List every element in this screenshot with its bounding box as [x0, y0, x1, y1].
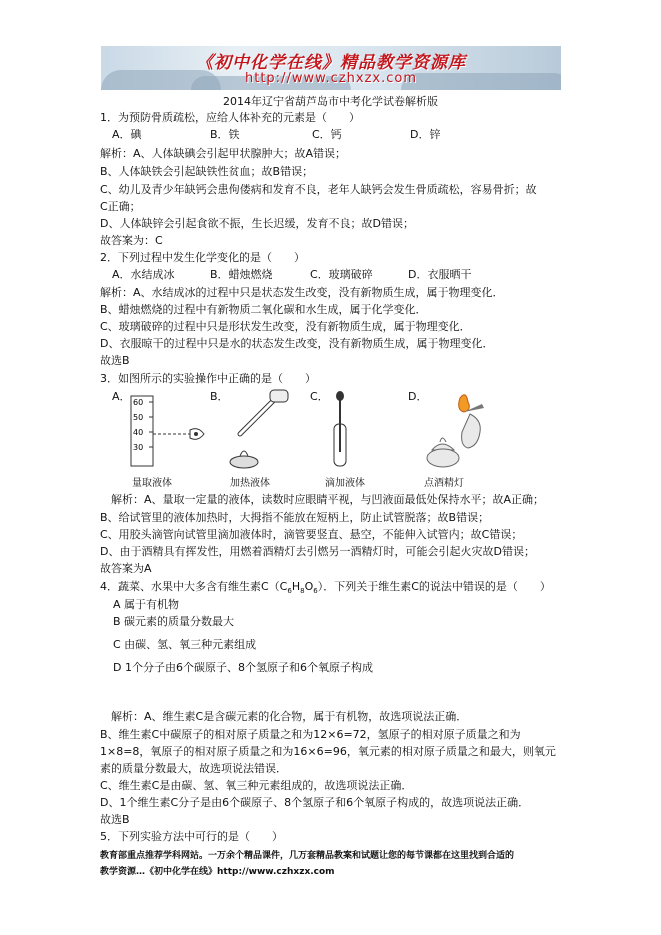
q1-option-c: C．钙	[312, 128, 342, 141]
q3-option-d: D．	[408, 390, 428, 403]
q3-answer: 故答案为A	[100, 562, 152, 575]
q2-option-c: C．玻璃破碎	[310, 268, 373, 281]
caption-c: 滴加液体	[325, 478, 365, 489]
q3-analysis-line: B、给试管里的液体加热时，大拇指不能放在短柄上，防止试管脱落；故B错误；	[100, 511, 490, 524]
q2-analysis-line: B、蜡烛燃烧的过程中有新物质二氧化碳和水生成，属于化学变化．	[100, 303, 427, 316]
q2-stem: 2．下列过程中发生化学变化的是（ ）	[100, 251, 305, 264]
q4-analysis-line: 1×8=8，氧原子的相对原子质量之和为16×6=96，氧元素的相对原子质量之和最大，则氧元	[100, 745, 556, 758]
q1-analysis-line: D、人体缺锌会引起食欲不振，生长迟缓，发育不良；故D错误；	[100, 217, 414, 230]
footer-line: 教学资源…《初中化学在线》http://www.czhxzx.com	[100, 867, 335, 877]
caption-d: 点酒精灯	[424, 478, 464, 489]
heating-liquid-figure	[222, 388, 294, 470]
graduated-cylinder-figure	[128, 392, 208, 468]
q3-stem: 3．如图所示的实验操作中正确的是（ ）	[100, 372, 316, 385]
q3-option-a: A．	[112, 390, 131, 403]
alcohol-lamp-figure	[420, 390, 492, 472]
q4-stem: 4．蔬菜、水果中大多含有维生素$C(C_6H_8O_6)$．下列关于维生素C的说法中错误的是（ ）	[100, 580, 551, 596]
q3-analysis-line: C、用胶头滴管向试管里滴加液体时，滴管要竖直、悬空，不能伸入试管内；故C错误；	[100, 528, 523, 541]
q4-option-d: D 1个分子由6个碳原子、8个氢原子和6个氧原子构成	[113, 661, 373, 674]
q2-analysis-line: C、玻璃破碎的过程中只是形状发生改变，没有新物质生成，属于物理变化．	[100, 320, 471, 333]
q3-analysis-line: 解析：A、量取一定量的液体，读数时应眼睛平视，与凹液面最低处保持水平；故A正确；	[100, 493, 545, 506]
q4-analysis-line: 素的质量分数最大，故选项说法错误．	[100, 762, 287, 775]
q4-analysis-line: B、维生素C中碳原子的相对原子质量之和为12×6=72，氢原子的相对原子质量之和为	[100, 728, 521, 741]
tick-label: 40	[133, 428, 144, 437]
q3-option-b: B．	[210, 390, 229, 403]
q4-option-b: B 碳元素的质量分数最大	[113, 615, 235, 628]
tick-label: 50	[133, 413, 144, 422]
q2-analysis-line: D、衣服晾干的过程中只是水的状态发生改变，没有新物质生成，属于物理变化．	[100, 337, 494, 350]
q4-analysis-line: C、维生素C是由碳、氢、氧三种元素组成的，故选项说法正确．	[100, 779, 413, 792]
q1-analysis-line: C、幼儿及青少年缺钙会患佝偻病和发育不良，老年人缺钙会发生骨质疏松，容易骨折；故	[100, 183, 537, 196]
q3-analysis-line: D、由于酒精具有挥发性，用燃着酒精灯去引燃另一酒精灯时，可能会引起火灾故D错误；	[100, 545, 535, 558]
q2-option-b: B．蜡烛燃烧	[210, 268, 273, 281]
q1-stem: 1．为预防骨质疏松，应给人体补充的元素是（ ）	[100, 111, 360, 124]
tick-label: 30	[133, 443, 144, 452]
q1-option-a: A．碘	[112, 128, 142, 141]
q2-option-a: A．水结成冰	[112, 268, 175, 281]
footer-line: 教育部重点推荐学科网站。一万余个精品课件，几万套精品教案和试题让您的每节课都在这里找到合适的	[100, 851, 515, 861]
q1-analysis-line: 解析：A、人体缺碘会引起甲状腺肿大；故A错误；	[100, 147, 347, 160]
q1-analysis-line: B、人体缺铁会引起缺铁性贫血；故B错误；	[100, 165, 314, 178]
q1-answer: 故答案为：C	[100, 234, 163, 247]
q3-option-c: C．	[310, 390, 329, 403]
header-banner	[101, 46, 561, 90]
dropping-liquid-figure	[322, 390, 362, 470]
q4-answer: 故选B	[100, 813, 130, 826]
banner-title: 《初中化学在线》精品教学资源库	[196, 53, 466, 73]
banner-url[interactable]: http://www.czhxzx.com	[245, 71, 417, 86]
q2-option-d: D．衣服晒干	[408, 268, 472, 281]
caption-b: 加热液体	[230, 478, 270, 489]
q4-analysis-line: 解析：A、维生素C是含碳元素的化合物，属于有机物，故选项说法正确．	[100, 710, 468, 723]
q4-option-c: C 由碳、氢、氧三种元素组成	[113, 638, 257, 651]
q2-answer: 故选B	[100, 354, 130, 367]
q2-analysis-line: 解析：A、水结成冰的过程中只是状态发生改变，没有新物质生成，属于物理变化．	[100, 286, 504, 299]
document-title: 2014年辽宁省葫芦岛市中考化学试卷解析版	[223, 95, 438, 108]
q1-analysis-line: C正确；	[100, 200, 141, 213]
q4-option-a: A 属于有机物	[113, 598, 180, 611]
q4-analysis-line: D、1个维生素C分子是由6个碳原子、8个氢原子和6个氧原子构成的，故选项说法正确．	[100, 796, 530, 809]
q1-option-b: B．铁	[210, 128, 240, 141]
tick-label: 60	[133, 398, 144, 407]
q5-stem: 5．下列实验方法中可行的是（ ）	[100, 830, 283, 843]
q1-option-d: D．锌	[410, 128, 441, 141]
caption-a: 量取液体	[132, 478, 172, 489]
